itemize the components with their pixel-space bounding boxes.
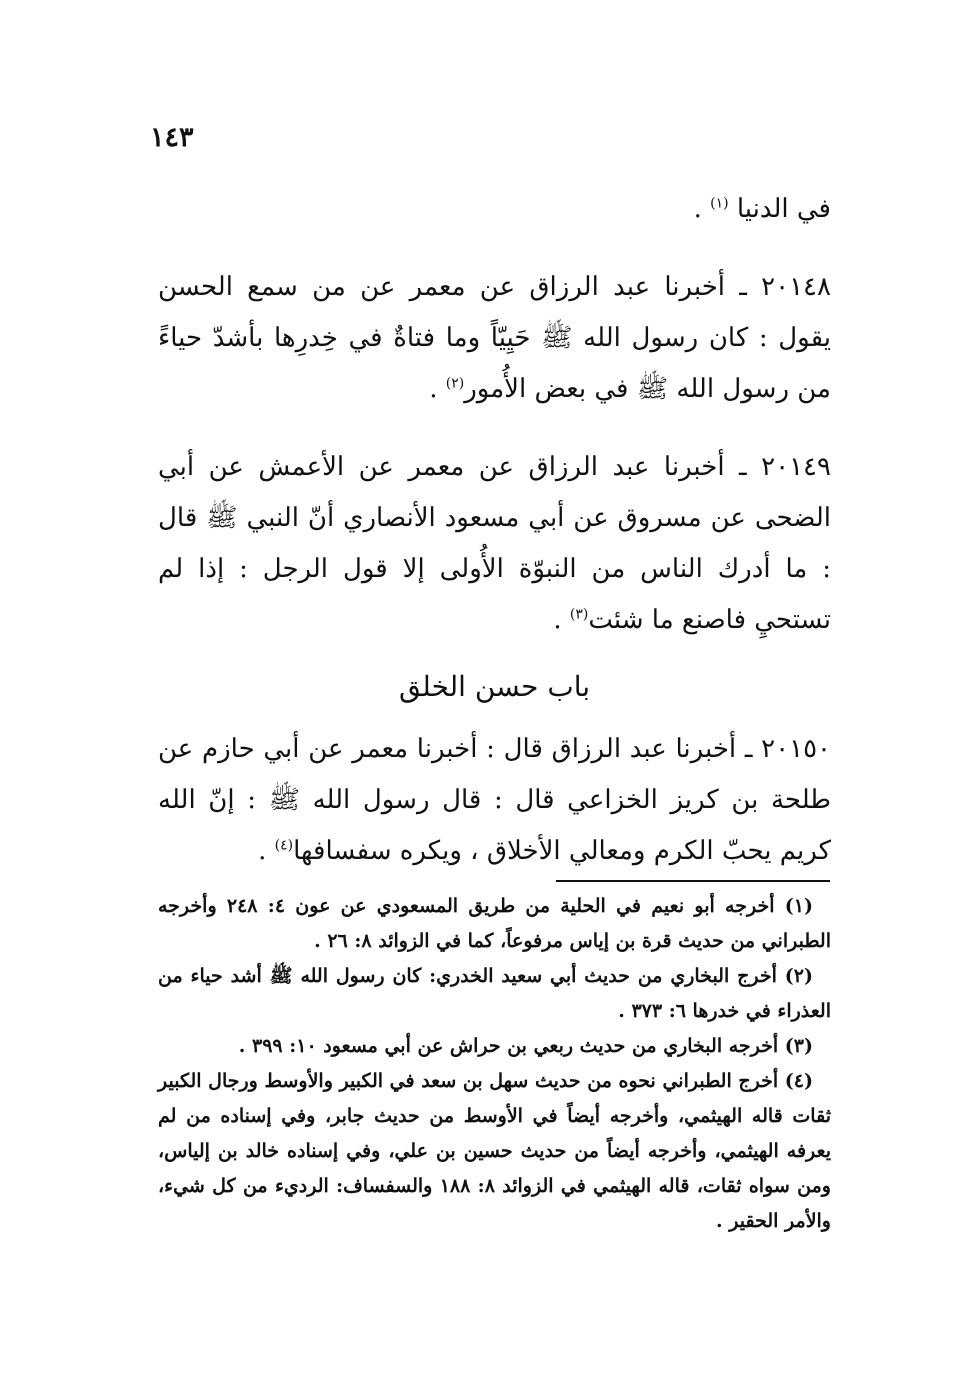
footnote-item	[158, 1064, 831, 1239]
hadith-paragraph	[158, 442, 831, 646]
footnote-label: (٢)	[784, 965, 813, 987]
footnote-label: (٣)	[784, 1035, 813, 1057]
footnote-label: (٤)	[784, 1070, 813, 1092]
footnote-ref: (٤)	[274, 837, 294, 854]
footnote-item	[158, 1029, 831, 1064]
chapter-title: باب حسن الخلق	[398, 670, 591, 703]
hadith-dash: ـ	[724, 452, 762, 482]
footnote-separator	[556, 880, 830, 882]
footnote-text: أخرجه البخاري من حديث ربعي بن حراش عن أبي مسعود ١٠: ٣٩٩ .	[238, 1035, 779, 1057]
hadith-paragraph	[158, 724, 831, 877]
footnote-item	[158, 959, 831, 1029]
footnote-text: أخرجه أبو نعيم في الحلية من طريق المسعودي عن عون ٤: ٢٤٨ وأخرجه الطبراني من حديث قرة بن إياس مرفوعاً، كما في الزوائد ٨: ٢٦ .	[158, 895, 831, 952]
hadith-text: أخبرنا عبد الرزاق قال : أخبرنا معمر عن أبي حازم عن طلحة بن كريز الخزاعي قال : قال رسول الله ﷺ : إنّ الله كريم يحبّ الكرم ومعالي الأخلاق ، ويكره سفسافها	[158, 734, 831, 866]
footnote-text: أخرج الطبراني نحوه من حديث سهل بن سعد في الكبير والأوسط ورجال الكبير ثقات قاله الهيثمي، وأخرجه أيضاً في الأوسط من حديث جابر، وفي إسناده من لم يعرفه الهيثمي، وأخرجه أيضاً من حديث حسين بن علي، وفي إسناده خالد بن إلياس، ومن سواه ثقات، قاله الهيثمي في الزوائد ٨: ١٨٨ والسفساف: الرديء من كل شيء، والأمر الحقير .	[158, 1070, 831, 1232]
hadith-text: أخبرنا عبد الرزاق عن معمر عن الأعمش عن أبي الضحى عن مسروق عن أبي مسعود الأنصاري أنّ النبي ﷺ قال : ما أدرك الناس من النبوّة الأُولى إلا قول الرجل : إذا لم تستحيِ فاصنع ما شئت	[158, 452, 831, 635]
hadith-number: ٢٠١٤٨	[761, 272, 831, 302]
continuation-end: .	[693, 194, 711, 224]
hadith-number: ٢٠١٥٠	[761, 734, 831, 764]
body-upper	[158, 184, 831, 646]
page-number: ١٤٣	[150, 122, 194, 153]
hadith-end: .	[429, 374, 446, 404]
hadith-paragraph	[158, 262, 831, 415]
footnote-ref: (٣)	[569, 606, 589, 623]
hadith-end: .	[258, 836, 275, 866]
hadith-number: ٢٠١٤٩	[761, 452, 831, 482]
hadith-text: أخبرنا عبد الرزاق عن معمر عن من سمع الحسن يقول : كان رسول الله ﷺ حَيِيّاً وما فتاةٌ في خِدرِها بأشدّ حياءً من رسول الله ﷺ في بعض الأُمور	[158, 272, 831, 404]
continuation-line	[158, 184, 831, 235]
hadith-dash: ـ	[736, 734, 762, 764]
hadith-dash: ـ	[725, 272, 762, 302]
footnote-item	[158, 889, 831, 959]
continuation-text: في الدنيا	[736, 194, 831, 224]
hadith-end: .	[553, 605, 570, 635]
body-lower	[158, 724, 831, 877]
footnotes	[158, 889, 831, 1239]
footnote-ref: (٢)	[445, 375, 465, 392]
footnote-label: (١)	[784, 895, 813, 917]
footnote-text: أخرج البخاري من حديث أبي سعيد الخدري: كان رسول الله ﷺ أشد حياء من العذراء في خدرها ٦: ٣٧٣ .	[158, 965, 831, 1022]
footnote-ref: (١)	[710, 195, 729, 212]
